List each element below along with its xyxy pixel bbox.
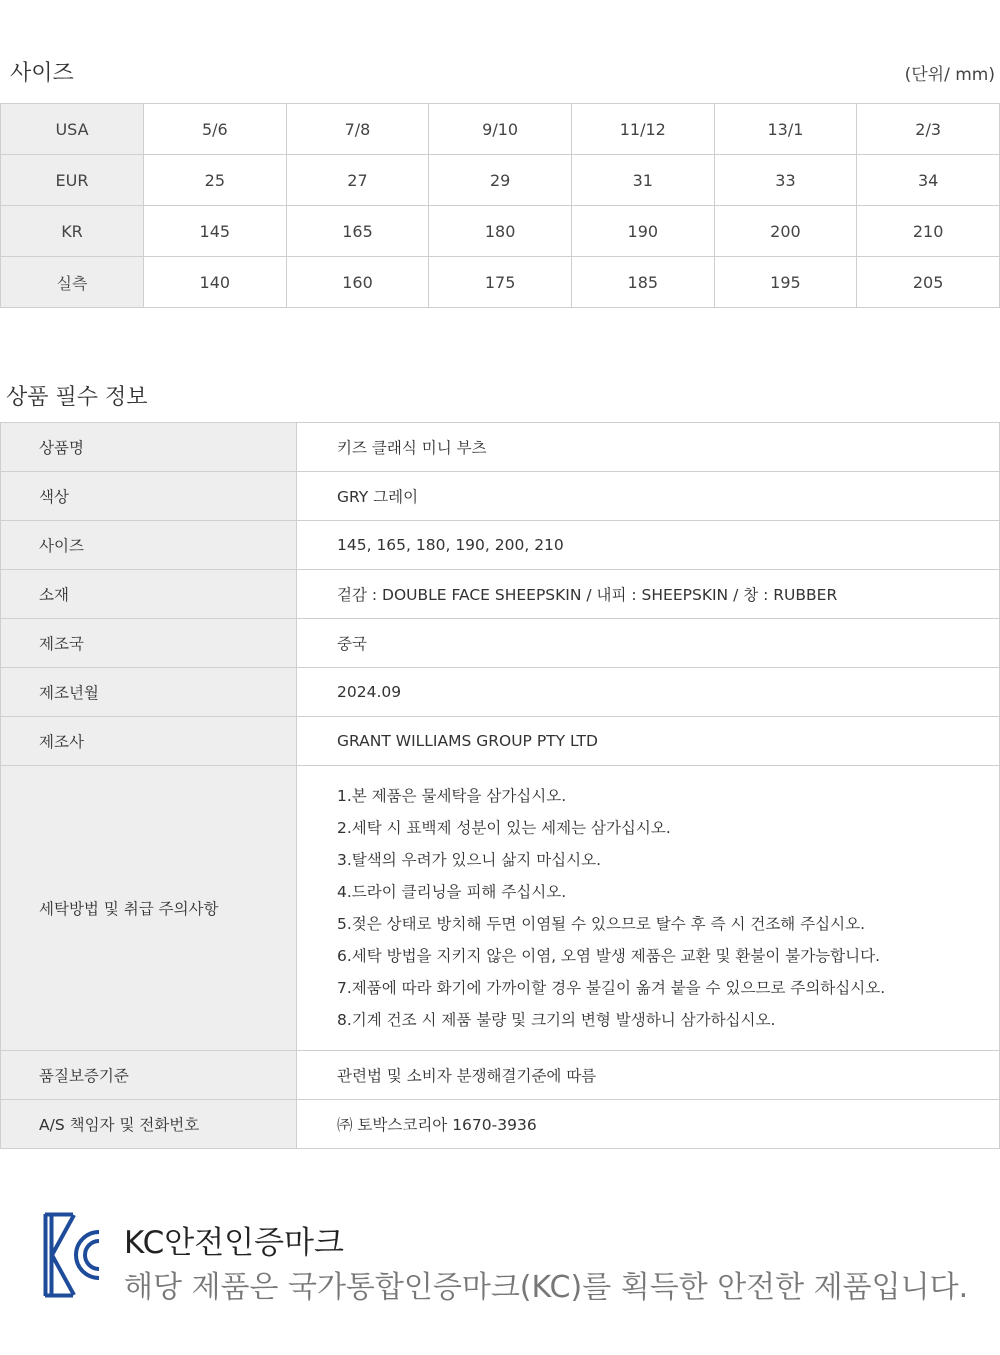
info-value: 겉감 : DOUBLE FACE SHEEPSKIN / 내피 : SHEEPSKIN / 창 : RUBBER	[297, 570, 1000, 619]
info-row-material	[1, 570, 1000, 619]
care-item: 4.드라이 클리닝을 피해 주십시오.	[337, 883, 567, 901]
info-value: GRANT WILLIAMS GROUP PTY LTD	[297, 717, 1000, 766]
info-label: 세탁방법 및 취급 주의사항	[1, 766, 297, 1051]
size-section-title: 사이즈	[10, 61, 74, 86]
info-label: A/S 책임자 및 전화번호	[1, 1100, 297, 1149]
info-row-color	[1, 472, 1000, 521]
size-table	[0, 103, 1000, 308]
info-row-size	[1, 521, 1000, 570]
size-cell: 13/1	[714, 104, 857, 155]
size-cell: 9/10	[429, 104, 572, 155]
size-cell: 11/12	[571, 104, 714, 155]
info-value: 키즈 클래식 미니 부츠	[297, 423, 1000, 472]
size-cell: 165	[286, 206, 429, 257]
size-cell: 27	[286, 155, 429, 206]
size-cell: 2/3	[857, 104, 1000, 155]
info-label: 색상	[1, 472, 297, 521]
kc-title: KC안전인증마크	[124, 1225, 344, 1261]
size-cell: 25	[144, 155, 287, 206]
size-cell: 33	[714, 155, 857, 206]
care-item: 5.젖은 상태로 방치해 두면 이염될 수 있으므로 탈수 후 즉 시 건조해 주십시오.	[337, 915, 866, 933]
size-cell: 34	[857, 155, 1000, 206]
size-cell: 205	[857, 257, 1000, 308]
size-cell: 145	[144, 206, 287, 257]
info-row-origin	[1, 619, 1000, 668]
size-section-header	[0, 54, 1000, 88]
info-label: 품질보증기준	[1, 1051, 297, 1100]
care-list	[337, 780, 999, 1036]
size-cell: 180	[429, 206, 572, 257]
care-item: 6.세탁 방법을 지키지 않은 이염, 오염 발생 제품은 교환 및 환불이 불가능합니다.	[337, 947, 881, 965]
size-row-measured	[1, 257, 1000, 308]
size-cell: 160	[286, 257, 429, 308]
size-row-label: 실측	[1, 257, 144, 308]
info-value: 관련법 및 소비자 분쟁해결기준에 따름	[297, 1051, 1000, 1100]
size-unit-label: (단위/ mm)	[904, 65, 995, 85]
size-cell: 29	[429, 155, 572, 206]
size-row-eur	[1, 155, 1000, 206]
size-cell: 195	[714, 257, 857, 308]
care-item: 2.세탁 시 표백제 성분이 있는 세제는 삼가십시오.	[337, 819, 671, 837]
info-row-manufacture-date	[1, 668, 1000, 717]
info-label: 소재	[1, 570, 297, 619]
size-cell: 175	[429, 257, 572, 308]
size-row-label: EUR	[1, 155, 144, 206]
size-row-kr	[1, 206, 1000, 257]
info-row-product-name	[1, 423, 1000, 472]
info-section-title: 상품 필수 정보	[6, 385, 148, 410]
size-row-label: USA	[1, 104, 144, 155]
care-item: 7.제품에 따라 화기에 가까이할 경우 불길이 옮겨 붙을 수 있으므로 주의하십시오.	[337, 979, 886, 997]
info-row-quality-standard	[1, 1051, 1000, 1100]
info-label: 상품명	[1, 423, 297, 472]
info-label: 제조국	[1, 619, 297, 668]
info-value: 중국	[297, 619, 1000, 668]
info-value: GRY 그레이	[297, 472, 1000, 521]
info-label: 사이즈	[1, 521, 297, 570]
care-instructions	[297, 766, 1000, 1051]
kc-mark-icon	[43, 1212, 100, 1298]
size-row-label: KR	[1, 206, 144, 257]
info-label: 제조사	[1, 717, 297, 766]
kc-description: 해당 제품은 국가통합인증마크(KC)를 획득한 안전한 제품입니다.	[124, 1270, 969, 1305]
size-cell: 5/6	[144, 104, 287, 155]
size-cell: 210	[857, 206, 1000, 257]
size-cell: 7/8	[286, 104, 429, 155]
size-cell: 140	[144, 257, 287, 308]
info-row-care-instructions	[1, 766, 1000, 1051]
product-info-table	[0, 422, 1000, 1149]
info-value: 2024.09	[297, 668, 1000, 717]
care-item: 8.기계 건조 시 제품 불량 및 크기의 변형 발생하니 삼가하십시오.	[337, 1011, 776, 1029]
size-cell: 200	[714, 206, 857, 257]
info-value: ㈜ 토박스코리아 1670-3936	[297, 1100, 1000, 1149]
size-cell: 190	[571, 206, 714, 257]
info-row-as-contact	[1, 1100, 1000, 1149]
care-item: 1.본 제품은 물세탁을 삼가십시오.	[337, 787, 567, 805]
info-row-manufacturer	[1, 717, 1000, 766]
size-cell: 185	[571, 257, 714, 308]
size-cell: 31	[571, 155, 714, 206]
info-value: 145, 165, 180, 190, 200, 210	[297, 521, 1000, 570]
size-row-usa	[1, 104, 1000, 155]
care-item: 3.탈색의 우려가 있으니 삶지 마십시오.	[337, 851, 602, 869]
info-label: 제조년월	[1, 668, 297, 717]
